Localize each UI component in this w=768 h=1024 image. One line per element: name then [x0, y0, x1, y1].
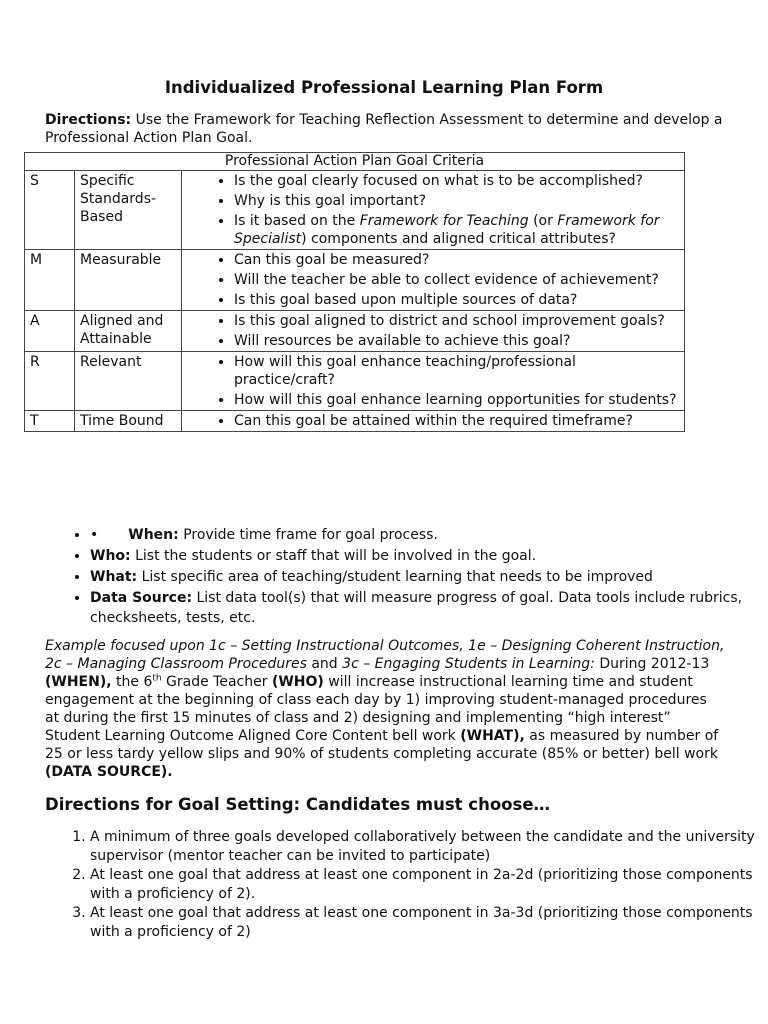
- list-item: • Can this goal be measured?: [234, 251, 679, 269]
- list-item: • Is this goal aligned to district and school improvement goals?: [234, 312, 679, 330]
- example-data-source: (DATA SOURCE).: [45, 764, 173, 780]
- criteria-letter: M: [25, 250, 75, 311]
- bullet-glyph: •: [90, 527, 99, 543]
- list-item: 2. At least one goal that address at least one component in 2a-2d (prioritizing those components with a proficiency of 2).: [90, 866, 768, 904]
- list-item: • How will this goal enhance learning opportunities for students?: [234, 391, 679, 409]
- list-item: • How will this goal enhance teaching/professional practice/craft?: [234, 353, 679, 389]
- criteria-letter: R: [25, 352, 75, 411]
- page-title: Individualized Professional Learning Plan Form: [164, 78, 604, 97]
- criteria-questions: [182, 171, 685, 250]
- example-italic: 3c – Engaging Students in Learning:: [342, 656, 595, 672]
- what-label: What:: [90, 569, 138, 585]
- list-item: 1. A minimum of three goals developed collaboratively between the candidate and the university supervisor (mentor teacher can be invited to participate): [90, 828, 768, 866]
- question-text: ) components and aligned critical attributes?: [301, 231, 616, 247]
- directions-text: Use the Framework for Teaching Reflection Assessment to determine and develop a Professional Action Plan Goal.: [45, 112, 723, 146]
- criteria-questions: [182, 311, 685, 352]
- example-text: During 2012-13: [594, 656, 710, 672]
- question-italic: Framework for Specialist: [234, 213, 660, 247]
- criteria-table-header-row: [25, 153, 685, 171]
- question-text: (or: [528, 213, 558, 229]
- criteria-letter: S: [25, 171, 75, 250]
- list-item-what: [90, 567, 768, 587]
- table-row: [25, 250, 685, 311]
- example-superscript: th: [152, 673, 162, 684]
- example-text: Grade Teacher: [161, 674, 272, 690]
- list-item-when: [90, 525, 768, 545]
- criteria-term: Measurable: [75, 250, 182, 311]
- directions-paragraph: [45, 111, 725, 147]
- list-item: • Is this goal based upon multiple sources of data?: [234, 291, 679, 309]
- criteria-term: Aligned and Attainable: [75, 311, 182, 352]
- list-item: • Will the teacher be able to collect evidence of achievement?: [234, 271, 679, 289]
- table-row: [25, 352, 685, 411]
- question-text: Is it based on the: [234, 213, 360, 229]
- criteria-term: Specific Standards-Based: [75, 171, 182, 250]
- criteria-table-header: Professional Action Plan Goal Criteria: [25, 153, 685, 171]
- list-item: 3. At least one goal that address at least one component in 3a-3d (prioritizing those components with a proficiency of 2): [90, 904, 768, 942]
- example-text: as measured by number of 25 or less tardy yellow slips and 90% of students completing accurate (85% or better) bell work: [45, 728, 719, 762]
- question-italic: Framework for Teaching: [359, 213, 529, 229]
- table-row: [25, 171, 685, 250]
- who-text: List the students or staff that will be involved in the goal.: [130, 548, 537, 564]
- criteria-term: Relevant: [75, 352, 182, 411]
- example-when: (WHEN),: [45, 674, 112, 690]
- criteria-questions: [182, 352, 685, 411]
- example-paragraph: [45, 637, 725, 781]
- example-text: will increase instructional learning time and student engagement at the beginning of class each day by 1) improving student-managed procedures at during the first 15 minutes of class and 2) designing and implementing “high interest” Student Learning Outcome Aligned Core Content bell work: [45, 674, 707, 744]
- criteria-questions: [182, 411, 685, 432]
- when-text: Provide time frame for goal process.: [178, 527, 438, 543]
- goal-setting-heading: Directions for Goal Setting: Candidates must choose…: [45, 795, 551, 814]
- table-row: [25, 411, 685, 432]
- who-label: Who:: [90, 548, 131, 564]
- goal-elements-list: [45, 525, 768, 629]
- example-who: (WHO): [271, 674, 324, 690]
- criteria-letter: A: [25, 311, 75, 352]
- example-text: the 6: [111, 674, 153, 690]
- criteria-questions: [182, 250, 685, 311]
- criteria-letter: T: [25, 411, 75, 432]
- list-item: [234, 212, 679, 248]
- goal-setting-list: [45, 828, 768, 942]
- table-row: [25, 311, 685, 352]
- list-item: • Is the goal clearly focused on what is to be accomplished?: [234, 172, 679, 190]
- example-italic: Example focused upon 1c – Setting Instructional Outcomes, 1e – Designing Coherent Instruction, 2c – Managing Classroom Procedures: [45, 638, 725, 672]
- list-item-data-source: [90, 588, 768, 628]
- list-item: • Can this goal be attained within the required timeframe?: [234, 412, 679, 430]
- directions-label: Directions:: [45, 112, 132, 128]
- example-text: and: [306, 656, 343, 672]
- example-what: (WHAT),: [460, 728, 525, 744]
- what-text: List specific area of teaching/student learning that needs to be improved: [137, 569, 653, 585]
- criteria-table: [24, 152, 685, 432]
- list-item-who: [90, 546, 768, 566]
- data-source-text: List data tool(s) that will measure progress of goal. Data tools include rubrics, checksheets, tests, etc.: [90, 590, 743, 626]
- list-item: • Will resources be available to achieve this goal?: [234, 332, 679, 350]
- data-source-label: Data Source:: [90, 590, 193, 606]
- when-label: When:: [128, 527, 179, 543]
- list-item: • Why is this goal important?: [234, 192, 679, 210]
- criteria-term: Time Bound: [75, 411, 182, 432]
